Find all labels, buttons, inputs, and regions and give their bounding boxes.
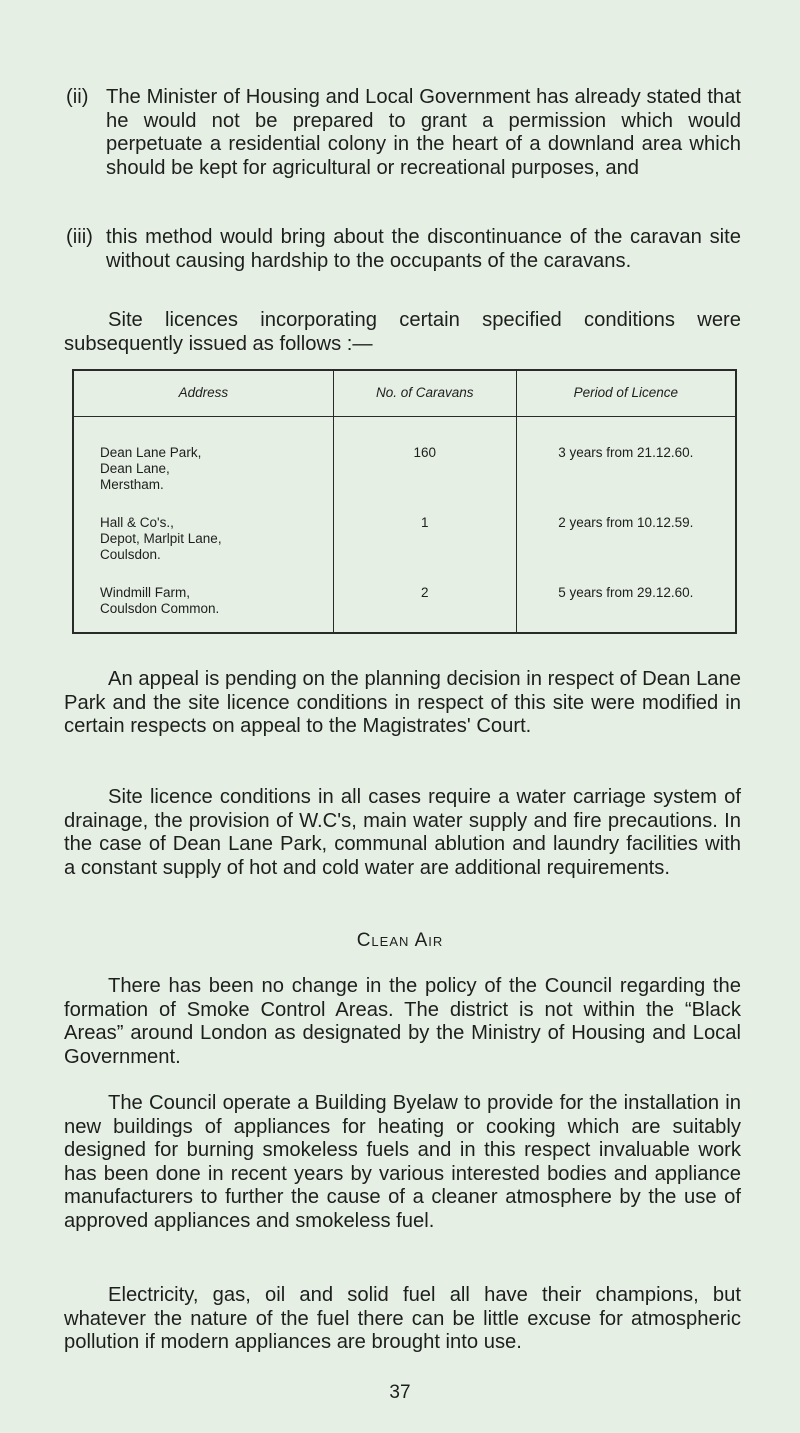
address-line: Coulsdon Common. xyxy=(100,601,220,616)
cell-period: 5 years from 29.12.60. xyxy=(516,563,736,633)
table-row xyxy=(73,417,736,494)
appeal-paragraph: An appeal is pending on the planning decision in respect of Dean Lane Park and the site licence conditions in respect of this site were modified in certain respects on appeal to the Magistrates' Court. xyxy=(64,668,741,738)
address-line: Dean Lane Park, xyxy=(100,445,202,460)
header-period: Period of Licence xyxy=(516,370,736,417)
list-item-iii xyxy=(66,226,741,273)
table-row xyxy=(73,563,736,633)
address-line: Coulsdon. xyxy=(100,547,161,562)
table-row xyxy=(73,493,736,563)
cell-period: 2 years from 10.12.59. xyxy=(516,493,736,563)
list-item-ii xyxy=(66,86,741,180)
address-line: Hall & Co's., xyxy=(100,515,174,530)
table-bottom-rule xyxy=(72,632,737,634)
list-text: this method would bring about the discontinuance of the caravan site without causing hardship to the occupants of the caravans. xyxy=(106,226,741,272)
header-caravans: No. of Caravans xyxy=(333,370,516,417)
cell-address xyxy=(73,563,333,633)
address-line: Windmill Farm, xyxy=(100,585,190,600)
section-heading: Clean Air xyxy=(356,930,444,951)
intro-paragraph: Site licences incorporating certain specified conditions were subsequently issued as follows :— xyxy=(64,309,741,355)
cell-caravans: 160 xyxy=(333,417,516,494)
list-number: (ii) xyxy=(66,86,89,108)
cell-address xyxy=(73,493,333,563)
table-header-row xyxy=(73,370,736,417)
address-line: Merstham. xyxy=(100,477,164,492)
header-address: Address xyxy=(73,370,333,417)
address-line: Dean Lane, xyxy=(100,461,170,476)
cell-period: 3 years from 21.12.60. xyxy=(516,417,736,494)
cell-caravans: 2 xyxy=(333,563,516,633)
page-number: 37 xyxy=(389,1382,411,1403)
cell-caravans: 1 xyxy=(333,493,516,563)
list-number: (iii) xyxy=(66,226,93,248)
list-text: The Minister of Housing and Local Government has already stated that he would not be prepared to grant a permission which would perpetuate a residential colony in the heart of a downland area which should be kept for agricultural or recreational purposes, and xyxy=(106,86,741,179)
fuel-paragraph: Electricity, gas, oil and solid fuel all have their champions, but whatever the nature of the fuel there can be little excuse for atmospheric pollution if modern appliances are brought into use. xyxy=(64,1284,741,1354)
byelaw-paragraph: The Council operate a Building Byelaw to provide for the installation in new buildings of appliances for heating or cooking which are suitably designed for burning smokeless fuels and in this respect invaluable work has been done in recent years by various interested bodies and appliance manufacturers to further the cause of a cleaner atmosphere by the use of approved appliances and smokeless fuel. xyxy=(64,1092,741,1232)
address-line: Depot, Marlpit Lane, xyxy=(100,531,222,546)
licence-table xyxy=(72,370,737,633)
smoke-control-paragraph: There has been no change in the policy of the Council regarding the formation of Smoke Control Areas. The district is not within the “Black Areas” around London as designated by the Ministry of Housing and Local Government. xyxy=(64,975,741,1068)
cell-address xyxy=(73,417,333,494)
conditions-paragraph: Site licence conditions in all cases require a water carriage system of drainage, the provision of W.C's, main water supply and fire precautions. In the case of Dean Lane Park, communal ablution and laundry facilities with a constant supply of hot and cold water are additional requirements. xyxy=(64,786,741,879)
